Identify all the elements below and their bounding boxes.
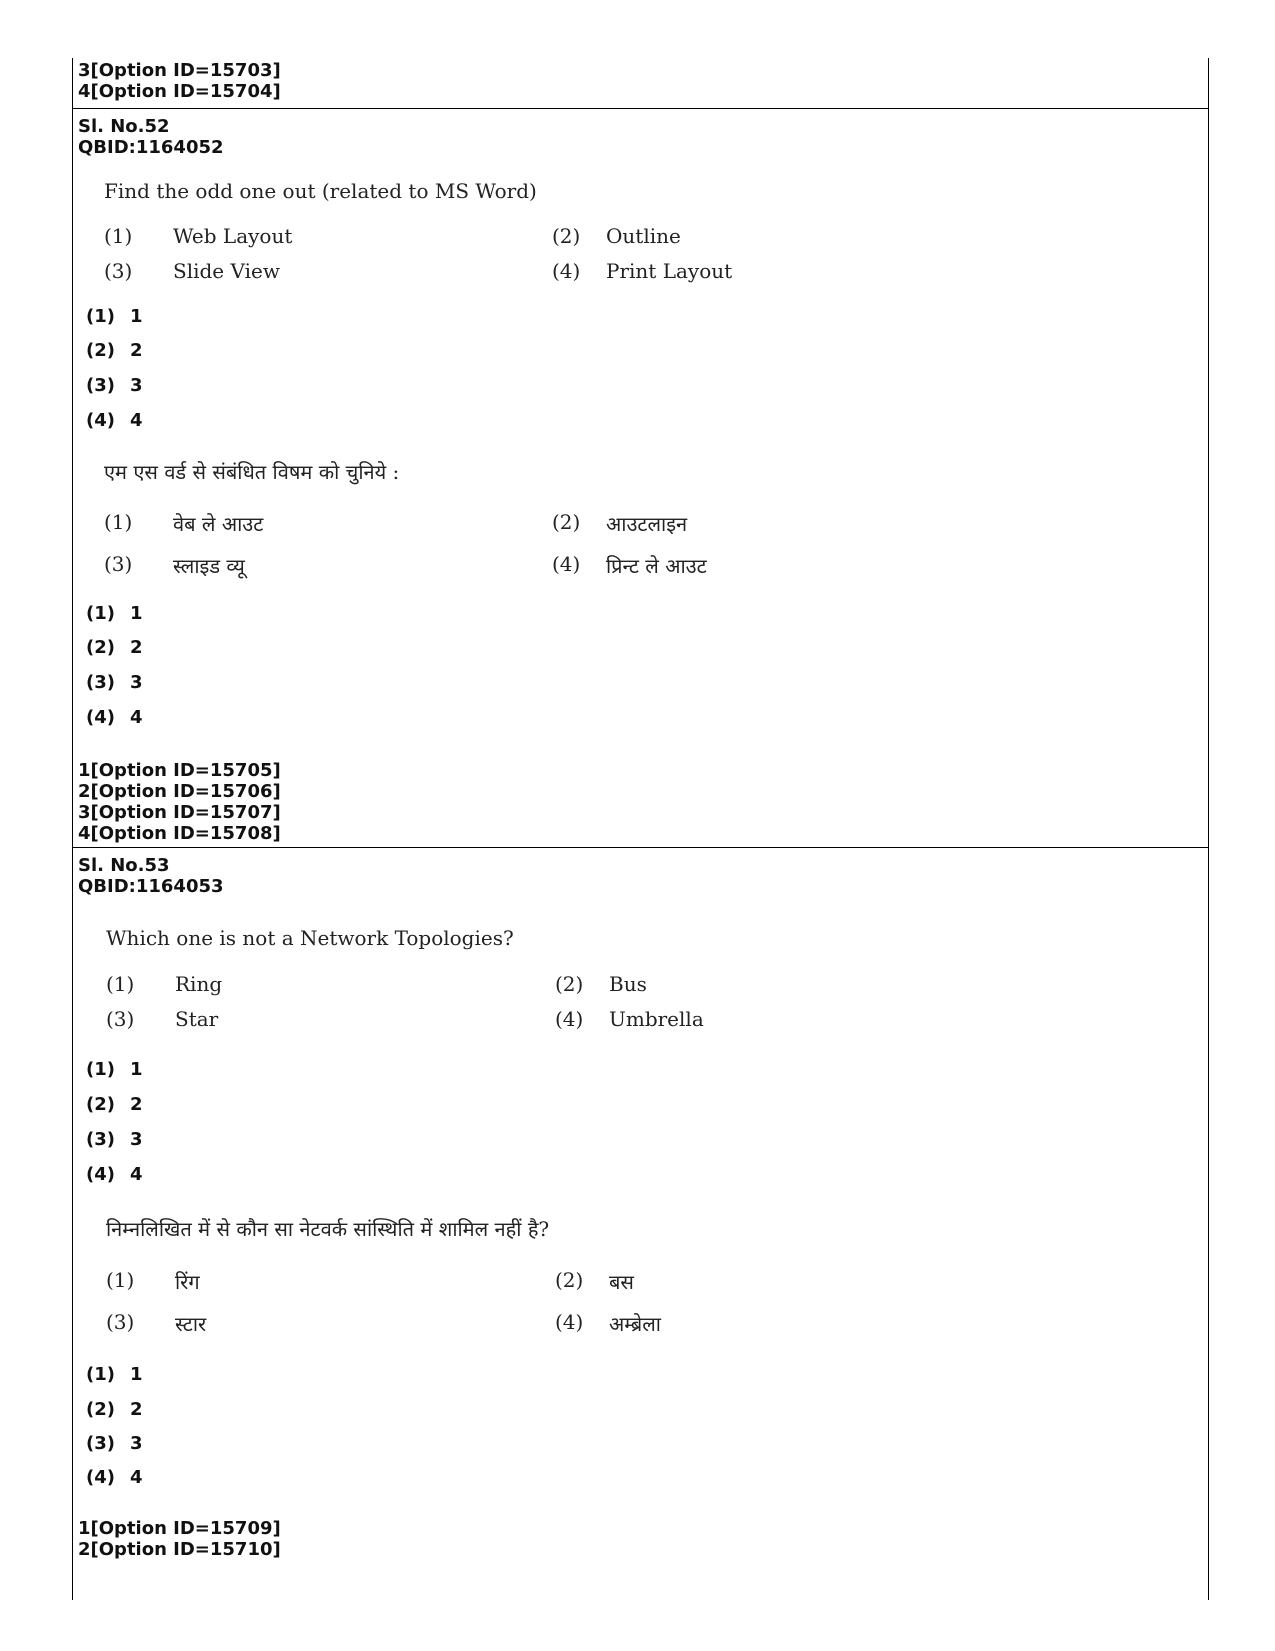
option-id-line: 3[Option ID=15707] xyxy=(78,802,281,823)
answer-number: (1) xyxy=(86,1059,115,1080)
answer-value: 1 xyxy=(130,306,143,327)
answer-choice xyxy=(86,637,143,658)
option-number: (1) xyxy=(106,972,135,996)
option-text: स्टार xyxy=(175,1312,207,1336)
answer-choice xyxy=(86,1399,143,1420)
answer-choice xyxy=(86,672,143,693)
option-number: (4) xyxy=(552,552,581,576)
answer-value: 3 xyxy=(130,375,143,396)
qbid: QBID:1164053 xyxy=(78,876,224,897)
option-text: Ring xyxy=(175,972,223,996)
answer-number: (3) xyxy=(86,672,115,693)
question-text-en: Find the odd one out (related to MS Word) xyxy=(104,179,537,203)
answer-number: (1) xyxy=(86,306,115,327)
serial-number: Sl. No.53 xyxy=(78,855,170,876)
answer-choice xyxy=(86,1364,143,1385)
answer-number: (4) xyxy=(86,1467,115,1488)
answer-choice xyxy=(86,1164,143,1185)
answer-number: (4) xyxy=(86,1164,115,1185)
answer-number: (2) xyxy=(86,340,115,361)
answer-choice xyxy=(86,306,143,327)
option-number: (2) xyxy=(552,510,581,534)
answer-number: (2) xyxy=(86,637,115,658)
option-text: बस xyxy=(609,1270,634,1294)
answer-choice xyxy=(86,1059,143,1080)
answer-number: (4) xyxy=(86,707,115,728)
question-text-hi: निम्नलिखित में से कौन सा नेटवर्क सांस्थिति में शामिल नहीं है? xyxy=(106,1217,550,1241)
answer-value: 1 xyxy=(130,1059,143,1080)
option-text: Bus xyxy=(609,972,647,996)
option-number: (4) xyxy=(552,259,581,283)
answer-choice xyxy=(86,375,143,396)
answer-value: 3 xyxy=(130,1433,143,1454)
answer-number: (1) xyxy=(86,1364,115,1385)
option-id-line: 2[Option ID=15706] xyxy=(78,781,281,802)
answer-number: (3) xyxy=(86,1433,115,1454)
answer-choice xyxy=(86,1467,143,1488)
answer-value: 3 xyxy=(130,672,143,693)
answer-number: (2) xyxy=(86,1399,115,1420)
option-text: रिंग xyxy=(175,1270,200,1294)
option-number: (3) xyxy=(106,1007,135,1031)
option-number: (2) xyxy=(555,972,584,996)
option-text: Web Layout xyxy=(173,224,293,248)
answer-number: (3) xyxy=(86,375,115,396)
option-number: (2) xyxy=(555,1268,584,1292)
answer-value: 3 xyxy=(130,1129,143,1150)
option-text: Slide View xyxy=(173,259,280,283)
answer-value: 4 xyxy=(130,410,143,431)
answer-choice xyxy=(86,707,143,728)
answer-number: (2) xyxy=(86,1094,115,1115)
option-number: (3) xyxy=(106,1310,135,1334)
answer-value: 1 xyxy=(130,603,143,624)
option-id-line: 4[Option ID=15704] xyxy=(78,81,281,102)
option-number: (1) xyxy=(104,224,133,248)
option-id-line: 1[Option ID=15709] xyxy=(78,1518,281,1539)
option-text: आउटलाइन xyxy=(606,512,688,536)
option-text: अम्ब्रेला xyxy=(609,1312,661,1336)
answer-number: (3) xyxy=(86,1129,115,1150)
answer-value: 4 xyxy=(130,707,143,728)
divider xyxy=(72,847,1209,848)
option-number: (3) xyxy=(104,259,133,283)
option-number: (1) xyxy=(104,510,133,534)
option-number: (2) xyxy=(552,224,581,248)
answer-value: 2 xyxy=(130,1094,143,1115)
answer-value: 1 xyxy=(130,1364,143,1385)
serial-number: Sl. No.52 xyxy=(78,116,170,137)
answer-choice xyxy=(86,340,143,361)
question-text-en: Which one is not a Network Topologies? xyxy=(106,926,514,950)
option-id-line: 4[Option ID=15708] xyxy=(78,823,281,844)
answer-number: (4) xyxy=(86,410,115,431)
option-text: Outline xyxy=(606,224,681,248)
option-id-line: 3[Option ID=15703] xyxy=(78,60,281,81)
option-number: (1) xyxy=(106,1268,135,1292)
question-text-hi: एम एस वर्ड से संबंधित विषम को चुनिये : xyxy=(104,460,400,484)
option-id-line: 2[Option ID=15710] xyxy=(78,1539,281,1560)
option-text: Umbrella xyxy=(609,1007,704,1031)
answer-choice xyxy=(86,1433,143,1454)
option-number: (4) xyxy=(555,1007,584,1031)
option-text: Star xyxy=(175,1007,219,1031)
answer-value: 4 xyxy=(130,1164,143,1185)
answer-value: 2 xyxy=(130,340,143,361)
answer-number: (1) xyxy=(86,603,115,624)
divider xyxy=(72,108,1209,109)
answer-choice xyxy=(86,1094,143,1115)
option-text: प्रिन्ट ले आउट xyxy=(606,554,707,578)
answer-choice xyxy=(86,410,143,431)
answer-value: 2 xyxy=(130,1399,143,1420)
option-number: (3) xyxy=(104,552,133,576)
option-text: स्लाइड व्यू xyxy=(173,554,245,578)
answer-choice xyxy=(86,603,143,624)
answer-value: 4 xyxy=(130,1467,143,1488)
option-number: (4) xyxy=(555,1310,584,1334)
option-text: Print Layout xyxy=(606,259,733,283)
option-text: वेब ले आउट xyxy=(173,512,264,536)
answer-choice xyxy=(86,1129,143,1150)
answer-value: 2 xyxy=(130,637,143,658)
qbid: QBID:1164052 xyxy=(78,137,224,158)
option-id-line: 1[Option ID=15705] xyxy=(78,760,281,781)
